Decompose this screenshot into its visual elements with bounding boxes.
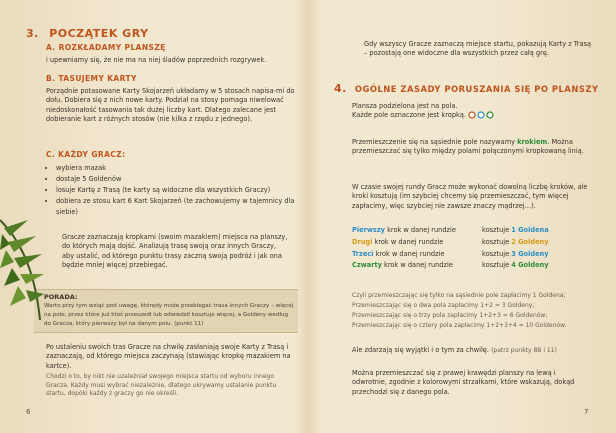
row-step-text: krok w danej rundzie (373, 249, 445, 258)
row-step-word: Pierwszy (352, 226, 385, 234)
section-4-number: 4. (334, 82, 347, 95)
tip-title: PORADA: (44, 293, 78, 301)
paragraph-edge-wrap: Można przemieszczać się z prawej krawędzi planszy na lewą i odwrotnie, zgodnie z kolorowymi strzałkami, które wskazują, dokąd przechodzi się z danego pola. (352, 369, 575, 396)
section-3-number: 3. (26, 27, 39, 40)
step-keyword: krokiem (517, 138, 548, 146)
paragraph-routes: Gracze zaznaczają kropkami (swoim mazakiem) miejsca na planszy, do których mają dojść. Analizują trasę swoją oraz innych Graczy, aby ustalić, od którego punktu trasy zaczną swoją podróż i jak ona będzie mniej więcej przebiegać. (62, 233, 288, 270)
row-step-word: Trzeci (352, 249, 374, 258)
right-page (308, 0, 616, 433)
section-3-title: POCZĄTEK GRY (49, 27, 149, 40)
step-b-title: B. TASUJEMY KARTY (46, 74, 137, 83)
step-definition-rest: . Można przemieszczać się tylko między polami połączonymi kropkowaną linią. (352, 138, 584, 156)
row-cost-label: kosztuje (482, 261, 512, 270)
paragraph-start: Po ustaleniu swoich tras Gracze na chwilę zasłaniają swoje Karty z Trasą i zaznaczają, od którego miejsca zaczynają (stawiając kropkę mazakiem na kartce). (46, 343, 291, 370)
step-a-text: i upewniamy się, że nie ma na niej śladów poprzednich rozgrywek. (46, 56, 267, 64)
page-number-left: 6 (26, 408, 31, 416)
table-row (352, 237, 592, 249)
board-fields-line: Plansza podzielona jest na pola. (352, 102, 458, 110)
step-a-title: A. ROZKŁADAMY PLANSZĘ (46, 43, 166, 52)
cost-example-line: Przemieszczając się o cztery pola zapłacimy 1+2+3+4 = 10 Goldenów. (352, 322, 567, 329)
paragraph-start-reveal: Gdy wszyscy Gracze zaznaczą miejsce startu, pokazują Karty z Trasą – pozostają one widoczne dla wszystkich przez całą grę. (364, 40, 592, 58)
cost-examples (352, 291, 602, 331)
section-4-title: OGÓLNE ZASADY PORUSZANIA SIĘ PO PLANSZY (354, 84, 599, 94)
section-3-heading (26, 27, 149, 40)
row-cost-label: kosztuje (482, 249, 512, 258)
row-cost-label: kosztuje (482, 226, 512, 234)
dot-line-text: Każde pole oznaczone jest kropką. (352, 111, 466, 120)
list-item: • wybiera mazak (56, 163, 296, 174)
row-cost-value: 3 Goldeny (511, 249, 549, 258)
row-step-text: krok w danej rundzie (384, 226, 456, 234)
palm-leaf-illustration (0, 210, 44, 330)
paragraph-step-definition (352, 138, 596, 157)
row-cost-value: 4 Goldeny (511, 261, 549, 270)
table-row (352, 225, 592, 237)
page-number-right: 7 (584, 408, 589, 416)
table-row (352, 249, 592, 261)
tip-box (34, 289, 298, 333)
paragraph-step-cost: W czasie swojej rundy Gracz może wykonać dowolną liczbę kroków, ale kroki kosztują (im szybciej chcemy się przemieszczać, tym więcej zapłacimy, więc szybciej nie zawsze znaczy mądrzej…). (352, 183, 588, 210)
row-step-word: Czwarty (352, 261, 382, 270)
exceptions-reference: (patrz punkty 8B i 11) (491, 347, 557, 354)
paragraph-start-note: Chodzi o to, by nikt nie uzależniał swojego miejsca startu od wyboru innego Gracza. Każdy musi wybrać niezależnie, dlatego ukrywamy ustalanie punktu startu, dopóki każdy z graczy go nie określi. (46, 373, 277, 398)
paragraph-board-fields (352, 102, 592, 121)
paragraph-exceptions (352, 346, 602, 356)
step-cost-table (352, 225, 592, 272)
exceptions-text: Ale zdarzają się wyjątki i o tym za chwilę. (352, 346, 489, 354)
step-c-list (46, 163, 296, 218)
row-cost-label: kosztuje (482, 237, 512, 246)
list-item: • dostaje 5 Goldenów (56, 174, 296, 185)
section-4-heading (334, 82, 599, 95)
row-cost-value: 2 Goldeny (511, 237, 549, 246)
list-item: • losuje Kartę z Trasą (te karty są widoczne dla wszystkich Graczy) (56, 185, 296, 196)
row-cost-value: 1 Goldena (511, 226, 549, 234)
field-dots-icon (468, 111, 494, 119)
table-row (352, 260, 592, 272)
step-c-title: C. KAŻDY GRACZ: (46, 150, 126, 159)
cost-example-line: Przemieszczając się o dwa pola zapłacimy 1+2 = 3 Goldeny; (352, 302, 535, 309)
tip-text: Warto przy tym wziąć pod uwagę, którędy może przebiegać trasa innych Graczy – więcej na pole, przez które już ktoś przeszedł lub odwiedził kosztuje więcej, a Goldeny według do Gracza, który pierwszy był na danym polu. (punkt 11) (44, 303, 294, 327)
step-b-text: Porządnie potasowane Karty Skojarzeń układamy w 5 stosach napisa-mi do dołu. Dobiera się z nich nowe karty. Podział na stosy pomaga niwelować niedoskonałość tasowania tak dużej liczby kart. Dlatego zalecane jest dobieranie kart z różnych stosów (nie kilka z rzędu z jednego). (46, 87, 295, 124)
list-item: • dobiera ze stosu kart 6 Kart Skojarzeń (te zachowujemy w tajemnicy dla siebie) (56, 196, 296, 218)
dot-line (352, 111, 592, 120)
cost-example-line: Czyli przemieszczając się tylko na sąsiednie pole zapłacimy 1 Goldena; (352, 292, 566, 299)
row-step-text: krok w danej rundzie (381, 261, 453, 270)
cost-example-line: Przemieszczając się o trzy pola zapłacimy 1+2+3 = 6 Goldenów; (352, 312, 548, 319)
step-definition-text: Przemieszczenie się na sąsiednie pole nazywamy (352, 138, 518, 146)
row-step-text: krok w danej rundzie (372, 237, 444, 246)
row-step-word: Drugi (352, 237, 373, 246)
